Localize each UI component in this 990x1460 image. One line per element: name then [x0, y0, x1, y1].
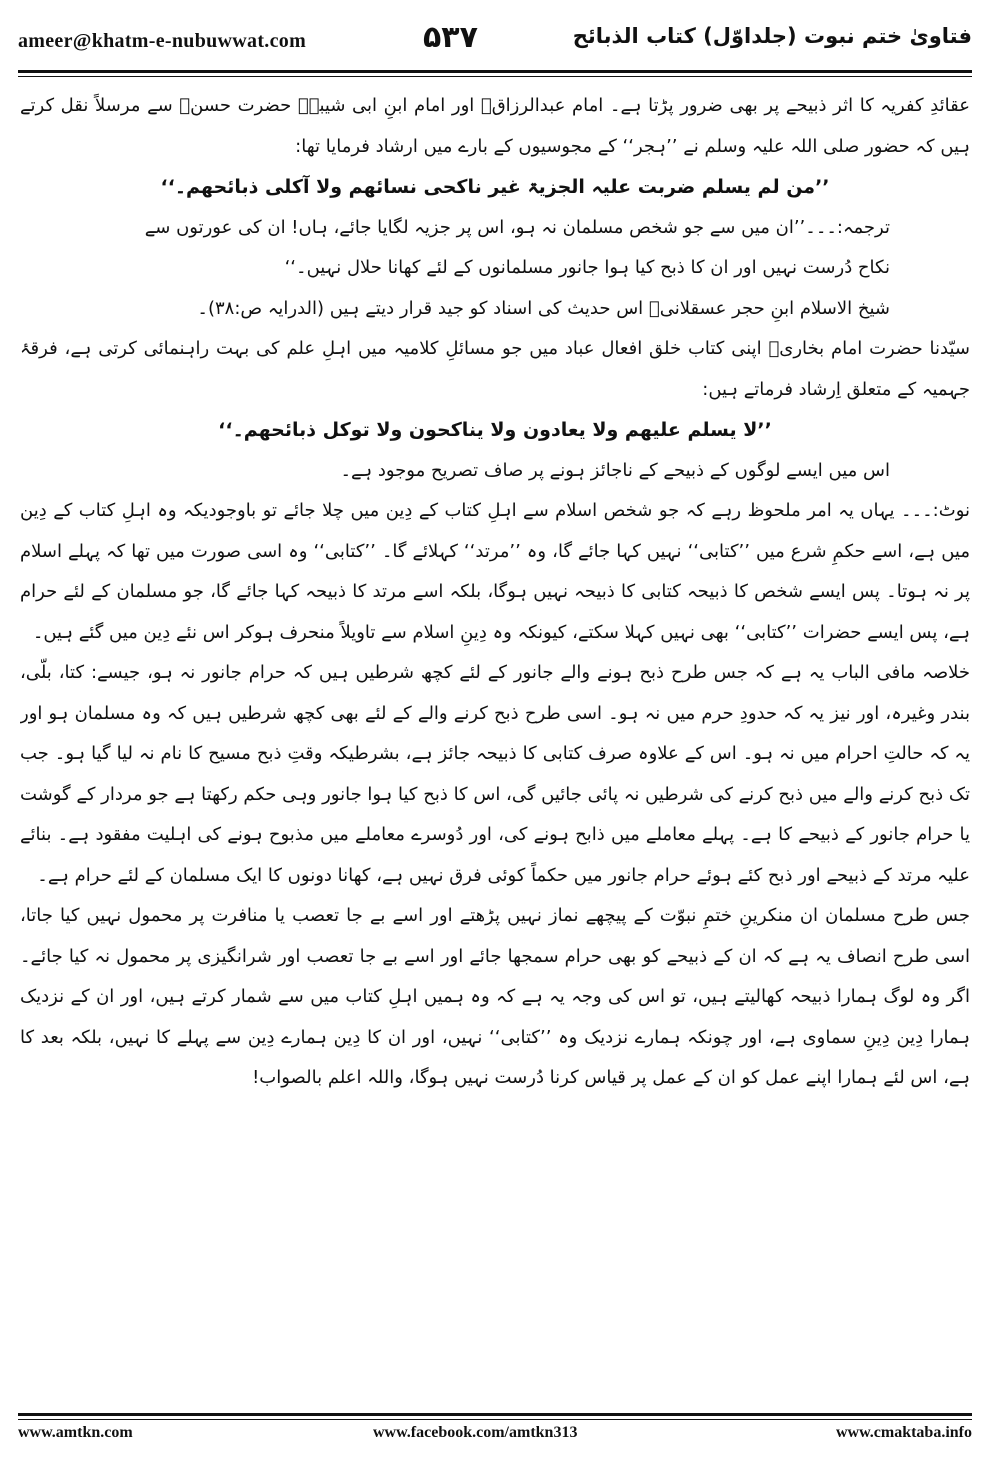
- translation-line: ترجمہ:۔۔۔’’ان میں سے جو شخص مسلمان نہ ہو، اس پر جزیہ لگایا جائے، ہاں! ان کی عورتوں سے: [144, 216, 890, 238]
- book-title: فتاویٰ ختم نبوت (جلداوّل) کتاب الذبائح: [572, 24, 972, 48]
- note-paragraph: نوٹ:۔۔۔ یہاں یہ امر ملحوظ رہے کہ جو شخص اسلام سے اہلِ کتاب کے دِین میں چلا جائے تو باوجودیکہ وہ اہلِ کتاب کے دِین میں ہے، اسے حکمِ شرع میں ’’کتابی‘‘ نہیں کہا جائے گا، وہ ’’مرتد‘‘ کہلائے گا۔ ’’کتابی‘‘ وہ اسی صورت میں تھا کہ پہلے اسلام پر نہ ہوتا۔ پس ایسے شخص کا ذبیحہ کتابی کا ذبیحہ نہیں ہوگا، بلکہ اسے مرتد کا ذبیحہ کہا جائے گا، جو مسلمان کے لئے حرام ہے، پس ایسے حضرات ’’کتابی‘‘ بھی نہیں کہلا سکتے، کیونکہ وہ دِینِ اسلام سے تاویلاً منحرف ہوکر اس نئے دِین میں گئے ہیں۔: [20, 500, 970, 643]
- paragraph: سیّدنا حضرت امام بخاریؒ اپنی کتاب خلق افعال عباد میں جو مسائلِ کلامیہ میں اہلِ علم کی بہت راہنمائی کرتی ہے، فرقۂ جہمیہ کے متعلق اِرشاد فرماتے ہیں:: [20, 338, 970, 400]
- header-divider: [18, 70, 972, 73]
- page-header: [18, 18, 972, 70]
- paragraph: جس طرح مسلمان ان منکرینِ ختمِ نبوّت کے پیچھے نماز نہیں پڑھتے اور اسے بے جا تعصب یا منافرت پر محمول نہیں کیا جاتا، اسی طرح انصاف یہ ہے کہ ان کے ذبیحے کو بھی حرام سمجھا جائے اور اسے بے جا تعصب اور شرانگیزی پر محمول نہ کیا جائے۔ اگر وہ لوگ ہمارا ذبیحہ کھالیتے ہیں، تو اس کی وجہ یہ ہے کہ وہ ہمیں اہلِ کتاب میں سے شمار کرتے ہیں، اور ان کے نزدیک ہمارا دِین دِینِ سماوی ہے، اور چونکہ ہمارے نزدیک وہ ’’کتابی‘‘ نہیں، اور ان کا دِین ہمارے دِین سے پہلے کا نہیں، بلکہ بعد کا ہے، اس لئے ہمارا اپنے عمل کو ان کے عمل پر قیاس کرنا دُرست نہیں ہوگا، واللہ اعلم بالصواب!: [20, 905, 970, 1088]
- footer-divider: [18, 1413, 972, 1416]
- footer-link-left[interactable]: www.amtkn.com: [18, 1424, 133, 1441]
- page-footer: [18, 1424, 972, 1448]
- header-divider-thin: [18, 76, 972, 77]
- footer-link-right[interactable]: www.cmaktaba.info: [835, 1424, 972, 1441]
- arabic-quote: ’’لا یسلم علیھم ولا یعادون ولا یناکحون ولا توکل ذبائحھم۔‘‘: [218, 419, 772, 441]
- paragraph: عقائدِ کفریہ کا اثر ذبیحے پر بھی ضرور پڑتا ہے۔ امام عبدالرزاقؒ اور امام ابنِ ابی شیبہؒ حضرت حسنؒ سے مرسلاً نقل کرتے ہیں کہ حضور صلی اللہ علیہ وسلم نے ’’ہجر‘‘ کے مجوسیوں کے بارے میں ارشاد فرمایا تھا:: [20, 95, 970, 157]
- translation-line: نکاح دُرست نہیں اور ان کا ذبح کیا ہوا جانور مسلمانوں کے لئے کھانا حلال نہیں۔‘‘: [284, 257, 890, 278]
- paragraph: اس میں ایسے لوگوں کے ذبیحے کے ناجائز ہونے پر صاف تصریح موجود ہے۔: [340, 459, 890, 481]
- arabic-quote: ’’من لم یسلم ضربت علیہ الجزیۃ غیر ناکحی نسائھم ولا آکلی ذبائحھم۔‘‘: [160, 176, 830, 198]
- page-number: ۵۳۷: [423, 20, 478, 55]
- header-email: ameer@khatm-e-nubuwwat.com: [18, 30, 307, 52]
- page-body: [20, 86, 970, 1396]
- footer-link-center[interactable]: www.facebook.com/amtkn313: [373, 1424, 578, 1441]
- paragraph: شیخ الاسلام ابنِ حجر عسقلانیؒ اس حدیث کی اسناد کو جید قرار دیتے ہیں (الدرایہ ص:۳۸)۔: [197, 297, 890, 319]
- footer-divider-thin: [18, 1419, 972, 1420]
- paragraph: خلاصہ مافی الباب یہ ہے کہ جس طرح ذبح ہونے والے جانور کے لئے کچھ شرطیں ہیں کہ حرام جانور نہ ہو، جیسے: کتا، بلّی، بندر وغیرہ، اور نیز یہ کہ حدودِ حرم میں نہ ہو۔ اسی طرح ذبح کرنے والے کے لئے بھی کچھ شرطیں ہیں کہ وہ مسلمان ہو اور یہ کہ حالتِ احرام میں نہ ہو۔ اس کے علاوہ صرف کتابی کا ذبیحہ جائز ہے، بشرطیکہ وقتِ ذبح مسیح کا نام نہ لیا گیا ہو۔ جب تک ذبح کرنے والے میں ذبح کرنے کی شرطیں نہ پائی جائیں گی، اس کا ذبح کیا ہوا جانور وہی حکم رکھتا ہے جو مردار کے گوشت یا حرام جانور کے ذبیحے کا ہے۔ پہلے معاملے میں ذابح ہونے کی، اور دُوسرے معاملے میں مذبوح ہونے کی اہلیت مفقود ہے۔ بنائے علیہ مرتد کے ذبیحے اور ذبح کئے ہوئے حرام جانور میں حکماً کوئی فرق نہیں ہے، کھانا دونوں کا ایک مسلمان کے لئے حرام ہے۔: [20, 662, 970, 886]
